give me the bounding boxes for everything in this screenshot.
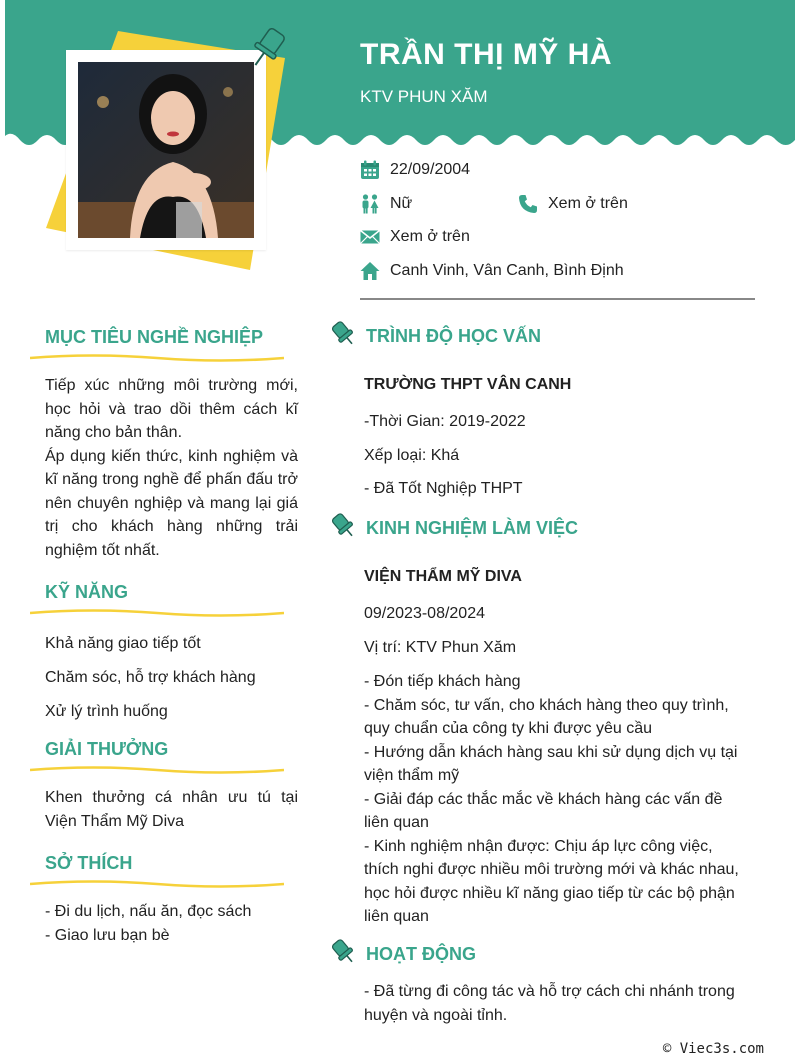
email-row	[360, 227, 470, 247]
experience-title: KINH NGHIỆM LÀM VIỆC	[366, 518, 579, 538]
experience-position: Vị trí: KTV Phun Xăm	[364, 639, 517, 656]
objective-title: MỤC TIÊU NGHỀ NGHIỆP	[45, 327, 264, 347]
home-icon	[360, 261, 380, 281]
pushpin-icon	[330, 938, 356, 971]
awards-section	[30, 739, 300, 833]
profile-photo-frame	[66, 50, 266, 250]
duty-item: - Giải đáp các thắc mắc về khách hàng các vấn đề liên quan	[364, 790, 723, 831]
phone-icon	[518, 194, 538, 214]
candidate-role: KTV PHUN XĂM	[360, 87, 488, 106]
watermark: © Viec3s.com	[662, 1041, 764, 1057]
duty-item: - Kinh nghiệm nhận được: Chịu áp lực công việc, thích nghi được nhiều môi trường mới và khác nhau, học hỏi được nhiều kĩ năng giao tiếp từ các bộ phận liên quan	[364, 837, 739, 925]
skills-section	[30, 582, 300, 729]
experience-period: 09/2023-08/2024	[364, 605, 485, 622]
hobbies-underline	[30, 878, 284, 890]
education-grade: Xếp loại: Khá	[364, 447, 460, 464]
duty-item: - Chăm sóc, tư vấn, cho khách hàng theo quy trình, quy chuẩn của công ty khi được yêu cầu	[364, 696, 729, 737]
objective-section	[30, 327, 300, 562]
envelope-icon	[360, 227, 380, 247]
education-time: -Thời Gian: 2019-2022	[364, 413, 526, 430]
skills-underline	[30, 607, 284, 619]
objective-text-2: Áp dụng kiến thức, kinh nghiệm và kĩ năng trong nghề để phấn đấu trở nên chuyên nghiệp và mang lại giá trị cho khách hàng những trải nghiệm tốt nhất.	[45, 447, 298, 559]
pushpin-icon	[330, 320, 356, 353]
education-school: TRƯỜNG THPT VÂN CANH	[364, 376, 572, 393]
hobbies-title: SỞ THÍCH	[45, 853, 133, 873]
candidate-name: TRẦN THỊ MỸ HÀ	[360, 38, 612, 71]
objective-underline	[30, 352, 284, 364]
address-value: Canh Vinh, Vân Canh, Bình Định	[390, 262, 624, 279]
photo-pushpin-icon	[250, 26, 290, 79]
skill-item: Xử lý trình huống	[45, 703, 168, 720]
activities-text: - Đã từng đi công tác và hỗ trợ cách chi nhánh trong huyện và ngoài tỉnh.	[364, 983, 735, 1024]
birthday-row	[360, 160, 470, 180]
calendar-icon	[360, 160, 380, 180]
duty-item: - Đón tiếp khách hàng	[364, 673, 521, 690]
objective-text-1: Tiếp xúc những môi trường mới, học hỏi và trao dồi thêm cách kĩ năng cho bản thân.	[45, 377, 298, 441]
experience-company: VIỆN THẨM MỸ DIVA	[364, 568, 522, 585]
activities-heading	[330, 938, 476, 971]
address-row	[360, 261, 624, 281]
birthday-value: 22/09/2004	[390, 161, 471, 178]
pushpin-icon	[330, 512, 356, 545]
experience-heading	[330, 512, 578, 545]
profile-photo	[78, 62, 254, 238]
awards-text: Khen thưởng cá nhân ưu tú tại Viện Thẩm Mỹ Diva	[45, 789, 298, 830]
phone-row	[518, 194, 628, 214]
email-value: Xem ở trên	[390, 228, 470, 245]
hobbies-section	[30, 853, 300, 947]
duty-item: - Hướng dẫn khách hàng sau khi sử dụng dịch vụ tại viện thẩm mỹ	[364, 743, 738, 784]
education-status: - Đã Tốt Nghiệp THPT	[364, 480, 523, 497]
contact-divider	[360, 298, 755, 300]
awards-underline	[30, 764, 284, 776]
hobby-line: - Giao lưu bạn bè	[45, 926, 170, 944]
skills-title: KỸ NĂNG	[45, 582, 129, 602]
phone-value: Xem ở trên	[548, 195, 628, 212]
experience-duties	[364, 670, 739, 929]
education-heading	[330, 320, 541, 353]
hobby-line: - Đi du lịch, nấu ăn, đọc sách	[45, 903, 252, 920]
gender-row	[360, 194, 412, 214]
skill-item: Chăm sóc, hỗ trợ khách hàng	[45, 669, 256, 686]
people-icon	[360, 194, 380, 214]
skill-item: Khả năng giao tiếp tốt	[45, 635, 201, 652]
awards-title: GIẢI THƯỞNG	[45, 739, 169, 759]
gender-value: Nữ	[390, 195, 413, 212]
education-title: TRÌNH ĐỘ HỌC VẤN	[366, 326, 541, 346]
activities-title: HOẠT ĐỘNG	[366, 944, 476, 964]
